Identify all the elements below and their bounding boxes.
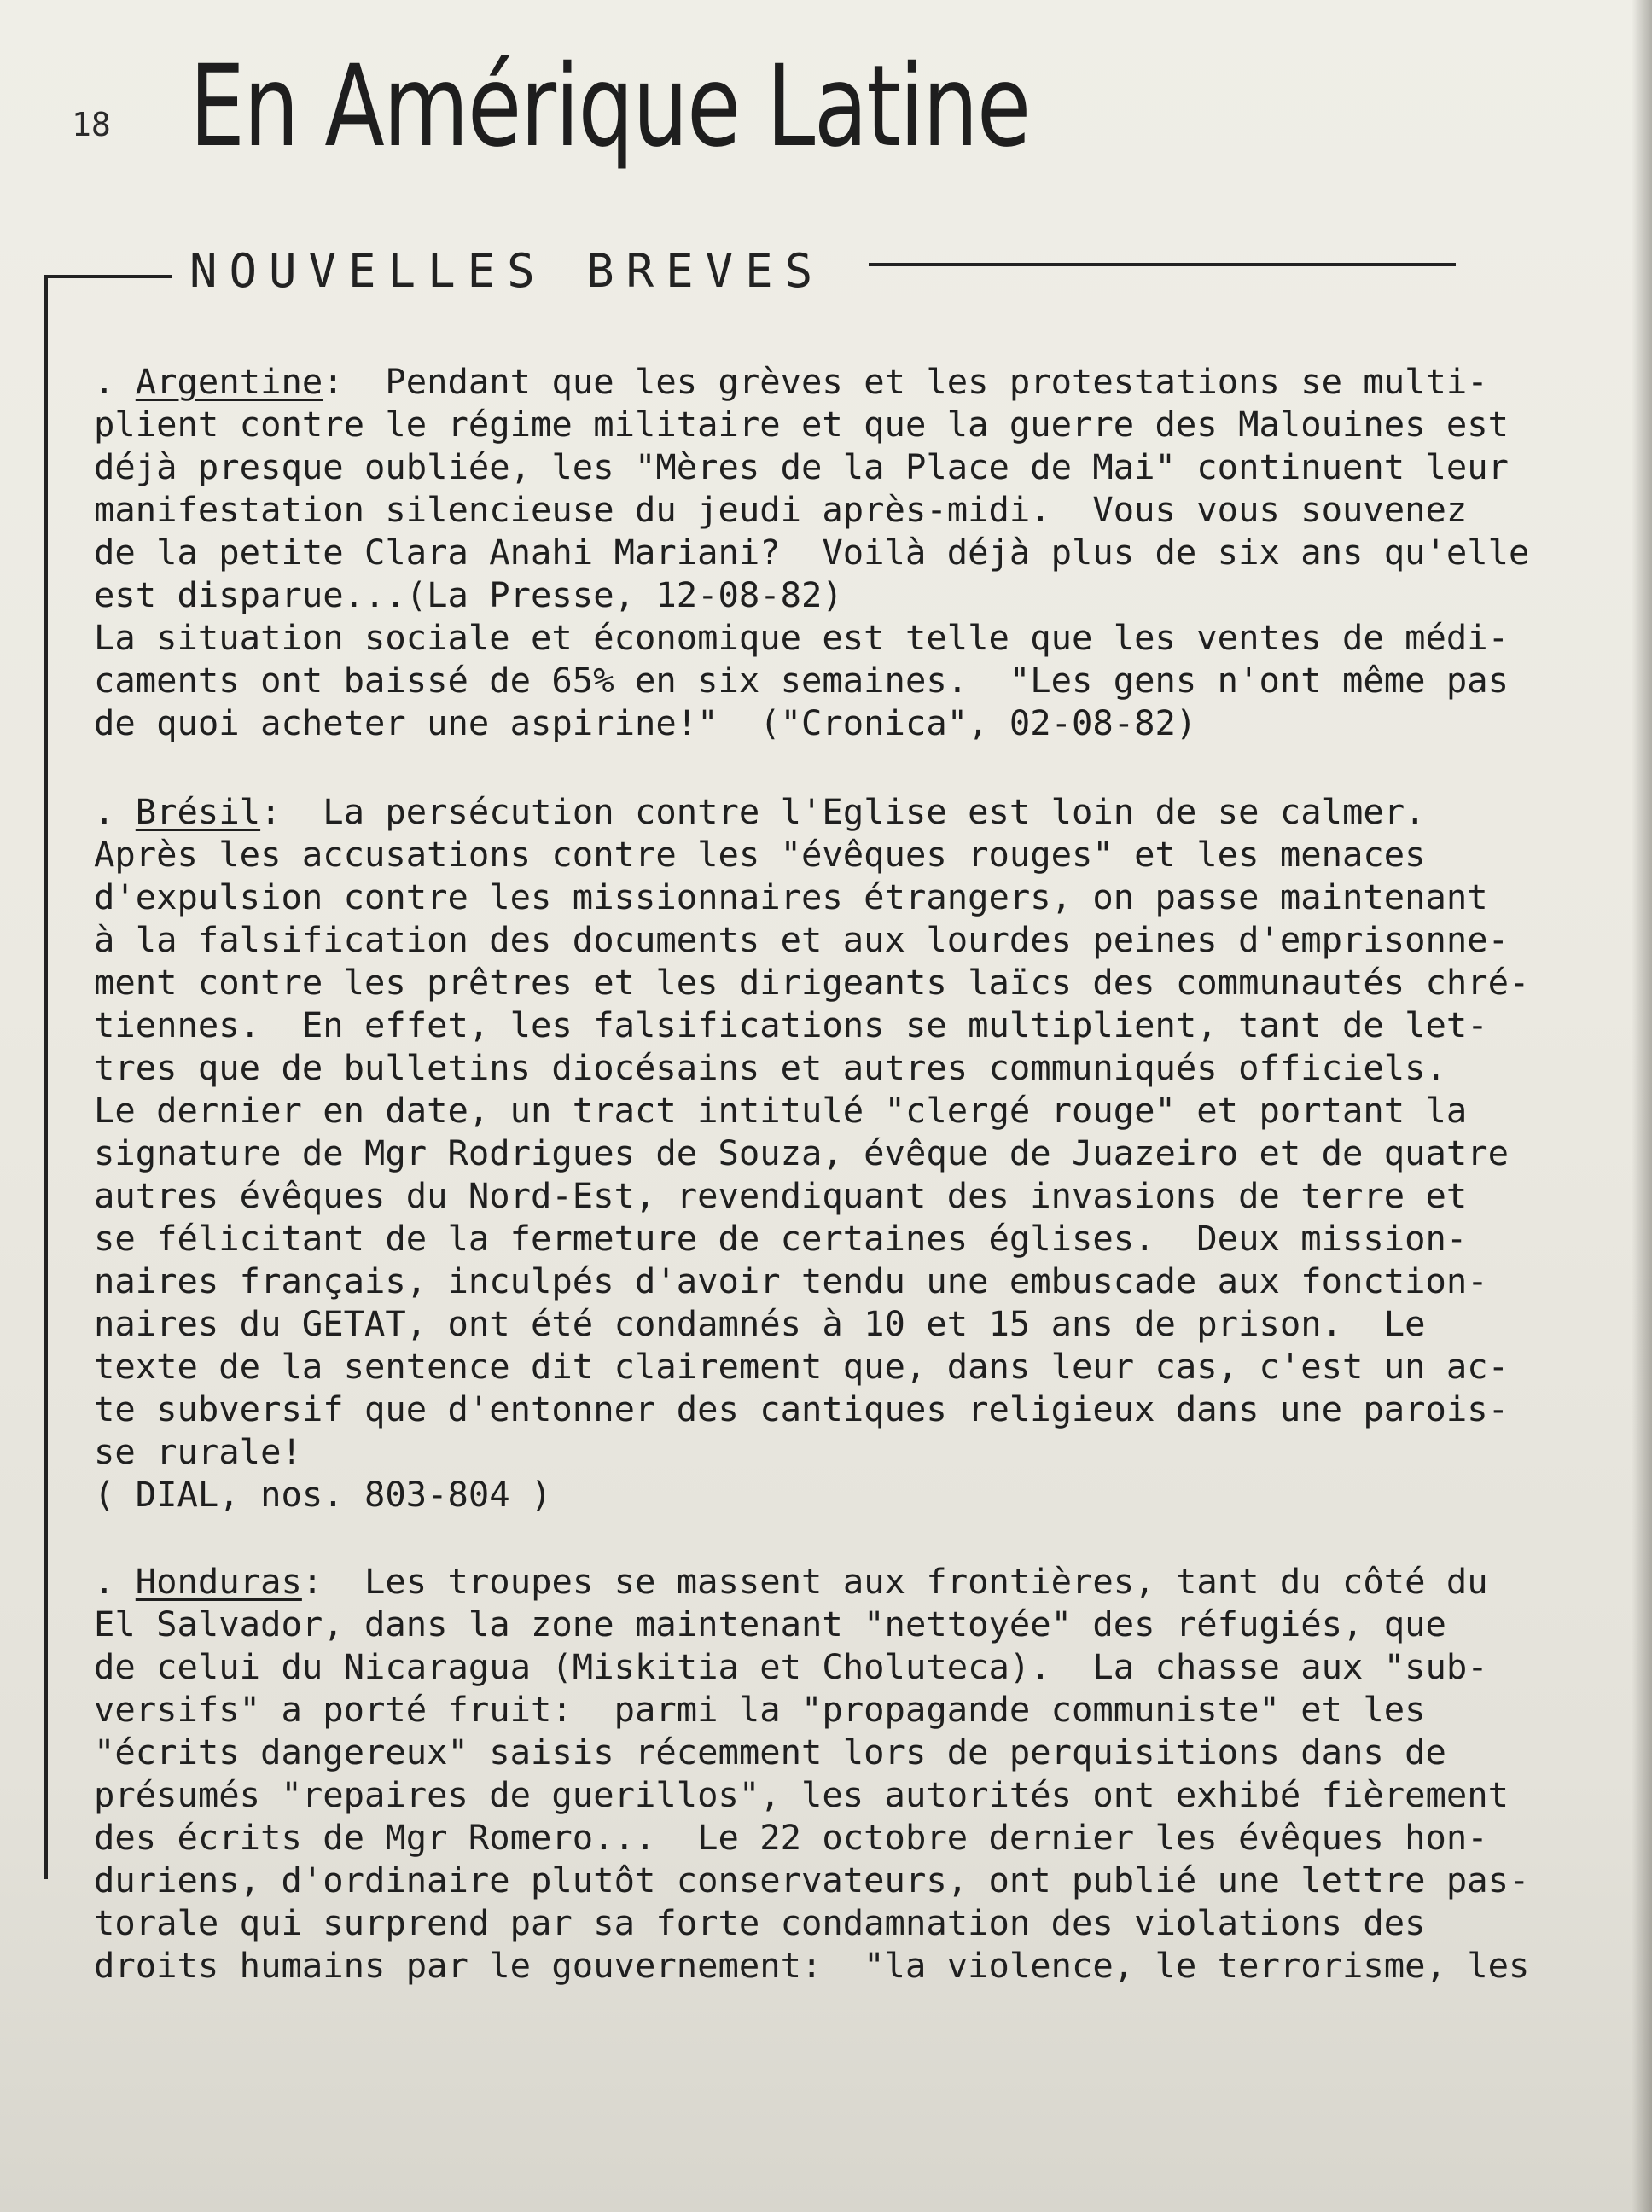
frame-rule-top-left [44,275,172,278]
country-name: Argentine [135,361,323,402]
article-line: se rurale! [94,1431,302,1472]
article-line: ( DIAL, nos. 803-804 ) [94,1474,552,1515]
article-line: de celui du Nicaragua (Miskitia et Choluteca). La chasse aux "sub- [94,1646,1488,1687]
article-line: "écrits dangereux" saisis récemment lors de perquisitions dans de [94,1732,1446,1773]
page-title: En Amérique Latine [189,41,1030,172]
page-number: 18 [72,106,111,143]
article-line: . Argentine: Pendant que les grèves et les protestations se multi- [94,361,1488,402]
article-line: déjà presque oubliée, les "Mères de la Place de Mai" continuent leur [94,446,1509,487]
article-argentine [94,360,1613,744]
article-line: El Salvador, dans la zone maintenant "nettoyée" des réfugiés, que [94,1604,1446,1644]
frame-rule-top-right [869,263,1456,266]
article-line: d'expulsion contre les missionnaires étrangers, on passe maintenant [94,876,1488,917]
article-line: te subversif que d'entonner des cantiques religieux dans une parois- [94,1388,1509,1429]
article-line: présumés "repaires de guerillos", les autorités ont exhibé fièrement [94,1774,1509,1815]
article-line: . Brésil: La persécution contre l'Eglise est loin de se calmer. [94,791,1426,832]
article-line: droits humains par le gouvernement: "la violence, le terrorisme, les [94,1945,1530,1986]
article-line: texte de la sentence dit clairement que, dans leur cas, c'est un ac- [94,1346,1509,1387]
article-line: versifs" a porté fruit: parmi la "propagande communiste" et les [94,1689,1426,1730]
article-line: Le dernier en date, un tract intitulé "clergé rouge" et portant la [94,1090,1468,1131]
article-line: tres que de bulletins diocésains et autres communiqués officiels. [94,1047,1446,1088]
article-line: est disparue...(La Presse, 12-08-82) [94,574,843,615]
country-name: Honduras [135,1561,302,1602]
article-honduras [94,1560,1613,1987]
article-line: . Honduras: Les troupes se massent aux frontières, tant du côté du [94,1561,1488,1602]
article-line: caments ont baissé de 65% en six semaines. "Les gens n'ont même pas [94,660,1509,701]
article-line: torale qui surprend par sa forte condamnation des violations des [94,1902,1426,1943]
article-line: naires français, inculpés d'avoir tendu une embuscade aux fonction- [94,1260,1488,1301]
article-line: tiennes. En effet, les falsifications se multiplient, tant de let- [94,1004,1488,1045]
page-edge-shadow [1632,0,1652,2212]
article-line: manifestation silencieuse du jeudi après-midi. Vous vous souvenez [94,489,1468,530]
article-line: à la falsification des documents et aux lourdes peines d'emprisonne- [94,919,1509,960]
article-line: plient contre le régime militaire et que la guerre des Malouines est [94,404,1509,445]
article-line: duriens, d'ordinaire plutôt conservateurs, ont publié une lettre pas- [94,1860,1530,1901]
frame-rule-left [44,275,48,1879]
section-heading: NOUVELLES BREVES [189,244,825,298]
article-line: naires du GETAT, ont été condamnés à 10 et 15 ans de prison. Le [94,1303,1426,1344]
article-line: de la petite Clara Anahi Mariani? Voilà déjà plus de six ans qu'elle [94,532,1530,573]
article-line: ment contre les prêtres et les dirigeants laïcs des communautés chré- [94,962,1530,1003]
article-line: Après les accusations contre les "évêques rouges" et les menaces [94,834,1426,875]
article-line: La situation sociale et économique est telle que les ventes de médi- [94,617,1509,658]
country-name: Brésil [135,791,261,832]
article-line: autres évêques du Nord-Est, revendiquant des invasions de terre et [94,1175,1468,1216]
article-line: de quoi acheter une aspirine!" ("Cronica", 02-08-82) [94,702,1197,743]
article-line: se félicitant de la fermeture de certaines églises. Deux mission- [94,1218,1468,1259]
article-bresil [94,790,1613,1516]
article-line: signature de Mgr Rodrigues de Souza, évêque de Juazeiro et de quatre [94,1132,1509,1173]
article-line: des écrits de Mgr Romero... Le 22 octobre dernier les évêques hon- [94,1817,1488,1858]
